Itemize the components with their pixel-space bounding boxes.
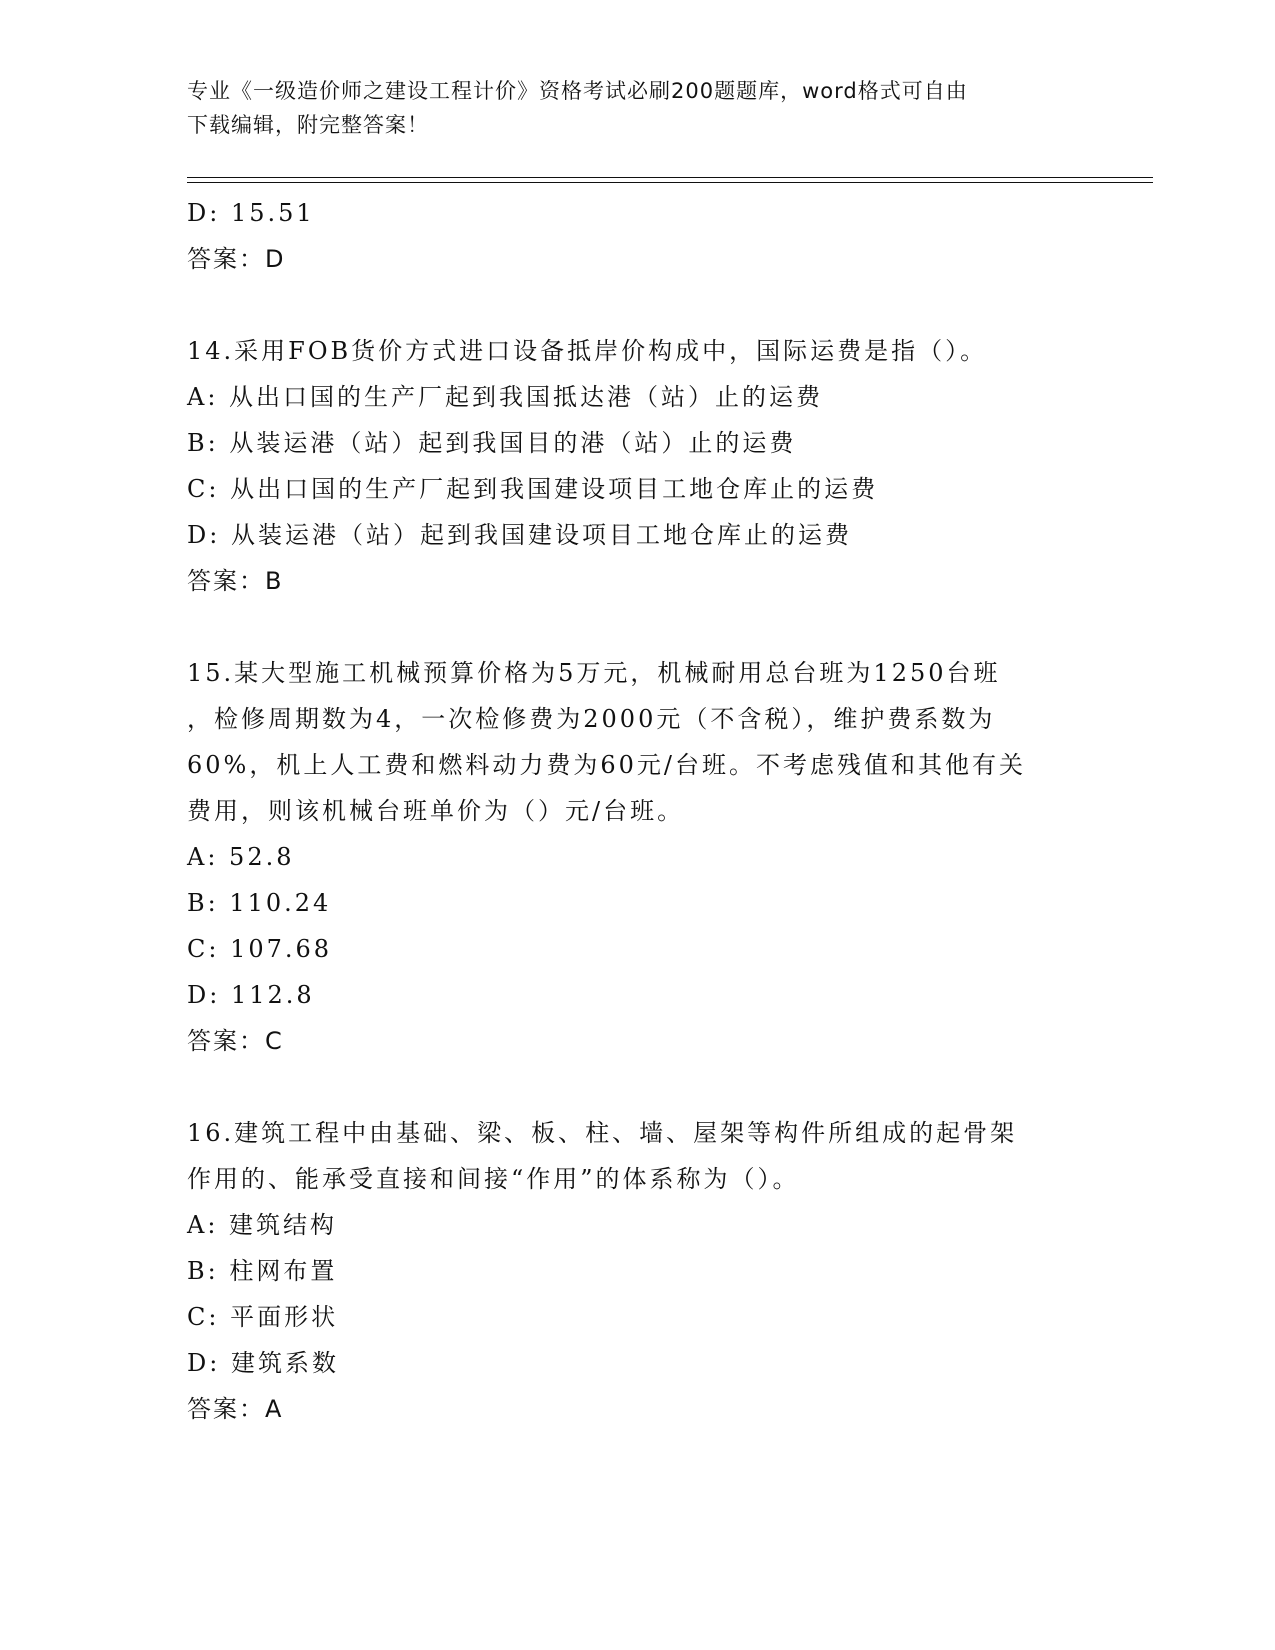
option-c: C: 107.68	[187, 935, 333, 963]
question-16	[187, 1110, 1077, 1432]
option-a: A: 52.8	[187, 843, 295, 871]
option-b: B: 从装运港（站）起到我国目的港（站）止的运费	[187, 429, 797, 457]
answer: 答案：C	[187, 1027, 284, 1055]
prev-option-d: D: 15.51	[187, 199, 315, 227]
option-d: D: 从装运港（站）起到我国建设项目工地仓库止的运费	[187, 521, 852, 549]
question-stem-line-3: 60%，机上人工费和燃料动力费为60元/台班。不考虑残值和其他有关	[187, 751, 1026, 779]
question-stem: 14.采用FOB货价方式进口设备抵岸价构成中，国际运费是指（）。	[187, 337, 988, 365]
question-stem-line-1: 16.建筑工程中由基础、梁、板、柱、墙、屋架等构件所组成的起骨架	[187, 1119, 1018, 1147]
question-14	[187, 328, 1077, 604]
question-stem-line-2: 作用的、能承受直接和间接“作用”的体系称为（）。	[187, 1165, 800, 1193]
option-b: B: 柱网布置	[187, 1257, 338, 1285]
option-a: A: 从出口国的生产厂起到我国抵达港（站）止的运费	[187, 383, 824, 411]
header-divider-top	[187, 177, 1153, 178]
question-stem-line-1: 15.某大型施工机械预算价格为5万元，机械耐用总台班为1250台班	[187, 659, 1001, 687]
spacer	[187, 604, 1077, 650]
header-line-1: 专业《一级造价师之建设工程计价》资格考试必刷200题题库，word格式可自由	[187, 79, 968, 103]
spacer	[187, 282, 1077, 328]
question-stem-line-2: ，检修周期数为4，一次检修费为2000元（不含税），维护费系数为	[187, 705, 996, 733]
prev-answer: 答案：D	[187, 245, 286, 273]
option-b: B: 110.24	[187, 889, 332, 917]
option-c: C: 从出口国的生产厂起到我国建设项目工地仓库止的运费	[187, 475, 879, 503]
question-15	[187, 650, 1077, 1064]
header-divider-bottom	[187, 182, 1153, 183]
answer: 答案：B	[187, 567, 284, 595]
question-content	[187, 190, 1077, 1432]
option-c: C: 平面形状	[187, 1303, 339, 1331]
option-a: A: 建筑结构	[187, 1211, 338, 1239]
answer: 答案：A	[187, 1395, 284, 1423]
option-d: D: 112.8	[187, 981, 315, 1009]
header-line-2: 下载编辑，附完整答案！	[187, 113, 429, 137]
spacer	[187, 1064, 1077, 1110]
page-header	[187, 74, 1077, 142]
option-d: D: 建筑系数	[187, 1349, 339, 1377]
question-stem-line-4: 费用，则该机械台班单价为（）元/台班。	[187, 797, 685, 825]
